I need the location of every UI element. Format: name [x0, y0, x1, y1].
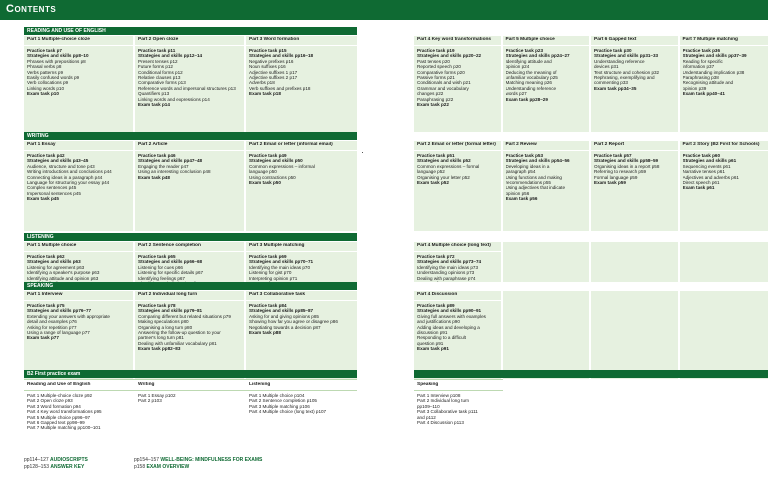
task-page-ref: Strategies and skills pp31–33	[594, 53, 659, 59]
skill-item: Using adjectives that indicate	[505, 185, 565, 191]
skill-item: Noun suffixes p16	[249, 64, 286, 70]
task-page-ref: Exam task p88	[249, 330, 281, 336]
part-title: Part 2 Sentence completion	[135, 243, 244, 252]
skill-item: Paraphrasing p22	[417, 96, 454, 102]
section-heading: SPEAKING	[24, 282, 357, 290]
exam-part-item: pp109–110	[417, 403, 440, 409]
task-page-ref: Practice task p49	[249, 153, 287, 158]
skill-item: Showing how far you agree or disagree p86	[249, 319, 338, 325]
skill-item: Identifying a speaker's purpose p63	[27, 270, 100, 276]
skill-item: Understanding opinions p73	[417, 270, 475, 276]
skill-item: Linking words and expressions p14	[138, 96, 210, 102]
skill-item: Understanding reference	[594, 58, 645, 64]
footer-pages: pp114–127	[24, 457, 49, 463]
skill-item: Common expressions – formal	[417, 163, 480, 169]
task-page-ref: Strategies and skills pp90–91	[417, 308, 482, 314]
task-page-ref: Practice task p69	[249, 254, 287, 259]
task-page-ref: Practice task p62	[27, 254, 65, 259]
skill-item: Listening for cues p66	[138, 264, 183, 270]
skill-item: Verbs patterns p9	[27, 69, 64, 75]
skill-item: Understanding implication p38	[682, 69, 745, 75]
task-page-ref: Exam task p59	[594, 180, 626, 186]
task-page-ref: Strategies and skills p63	[27, 259, 81, 265]
skill-item: Verb collocations p9	[27, 80, 69, 86]
skill-item: Using contractions p50	[249, 174, 296, 180]
task-page-ref: Exam task p52	[417, 180, 449, 186]
skill-item: Linking words p10	[27, 85, 65, 91]
skill-item: Recognising attitude and	[682, 80, 734, 86]
task-page-ref: Practice task p53	[505, 153, 544, 158]
task-page-ref: Practice task p72	[417, 254, 455, 259]
skill-item: words p27	[505, 91, 527, 97]
contents-column	[246, 242, 357, 282]
section-heading: LISTENING	[24, 233, 357, 241]
skill-item: Direct speech p61	[682, 180, 720, 186]
skill-item: Future forms p12	[138, 64, 173, 70]
skill-item: question p91	[417, 340, 444, 346]
footer-label: ANSWER KEY	[50, 464, 85, 470]
skill-item: Identifying attitude and opinion p63	[27, 275, 99, 281]
skill-item: Referring to research p59	[594, 169, 647, 175]
skill-item: Extending your answers with appropriate	[27, 313, 110, 319]
exam-part-item: Part 7 Multiple matching pp100–101	[27, 425, 101, 431]
part-title: Part 3 Collaborative task	[246, 292, 357, 301]
part-title: Part 2 Email or letter (formal letter)	[414, 142, 501, 151]
task-page-ref: Strategies and skills p43–45	[27, 158, 89, 164]
exam-part-item: Part 1 Essay p102	[138, 393, 176, 398]
skill-item: Complex sentences p45	[27, 185, 77, 191]
part-title: Part 5 Multiple choice	[503, 37, 590, 46]
exam-part-item: Part 1 Multiple choice p104	[249, 393, 305, 398]
task-page-ref: Practice task p23	[505, 48, 544, 53]
skill-item: Text structure and cohesion p32	[594, 69, 660, 75]
skill-item: Connecting ideas in a paragraph p44	[27, 174, 103, 180]
exam-part-item: Part 3 Word formation p94	[27, 403, 81, 409]
skill-item: Comparative forms p13	[138, 80, 186, 86]
skill-item: Using functions and making	[505, 174, 562, 180]
skill-item: Listening for specific details p67	[138, 270, 204, 276]
skill-item: and justifications p90	[417, 319, 460, 325]
task-page-ref: Practice task p15	[249, 48, 287, 53]
task-page-ref: Exam task p14	[138, 102, 170, 108]
section-row	[24, 141, 357, 231]
skill-item: Present tenses p12	[138, 58, 178, 64]
task-page-ref: Strategies and skills p52	[417, 158, 471, 164]
contents-column	[591, 141, 680, 231]
contents-column	[414, 36, 503, 132]
task-page-ref: Exam task p22	[417, 102, 449, 108]
skill-item: Comparing different but related situations p79	[138, 313, 231, 319]
contents-column	[24, 141, 135, 231]
footer-pages: pp128–153	[24, 464, 50, 470]
section-row	[414, 141, 768, 231]
exam-part-item: Part 6 Gapped text pp98–99	[27, 420, 85, 426]
exam-paper-title: Listening	[246, 382, 357, 391]
contents-column	[246, 141, 357, 231]
contents-column	[246, 36, 357, 132]
exam-paper-title: Speaking	[414, 382, 503, 391]
skill-item: Grammar and vocabulary	[417, 85, 469, 91]
skill-item: devices p31	[594, 64, 619, 70]
task-page-ref: Exam task p61	[682, 185, 715, 191]
footer-label: AUDIOSCRIPTS	[50, 457, 88, 463]
skill-item: Reference words and impersonal structures p13	[138, 85, 236, 91]
part-title: Part 2 Open cloze	[135, 37, 244, 46]
part-title: Part 7 Multiple matching	[680, 37, 768, 46]
exam-part-item: Part 4 Discussion p113	[417, 420, 464, 426]
exam-paper-title: Writing	[135, 382, 246, 391]
contents-column	[414, 242, 503, 282]
contents-column	[680, 36, 768, 132]
skill-item: unfamiliar vocabulary p25	[505, 75, 558, 81]
task-page-ref: Practice task p75	[27, 303, 65, 308]
skill-item: Understanding reference	[505, 85, 557, 91]
task-page-ref: Strategies and skills pp58–59	[594, 158, 659, 164]
task-page-ref: Strategies and skills p61	[682, 158, 737, 164]
task-page-ref: Practice task p51	[417, 153, 455, 158]
task-page-ref: Practice task p7	[27, 48, 62, 53]
skill-item: Narrative tenses p61	[682, 169, 725, 175]
skill-item: Adverbs p18	[249, 80, 275, 86]
task-page-ref: Strategies and skills p50	[249, 158, 303, 164]
task-page-ref	[417, 281, 498, 282]
skill-item: Adjectives and adverbs p61	[682, 174, 739, 180]
contents-column	[135, 242, 246, 282]
exam-practice-row	[24, 379, 357, 444]
skill-item: Dealing with unfamiliar vocabulary p81	[138, 340, 217, 346]
footer-pages: p158	[134, 464, 146, 470]
part-title: Part 1 Multiple choice	[24, 243, 133, 252]
contents-column	[591, 36, 680, 132]
skill-item: Formal language p59	[594, 174, 638, 180]
footer-entry	[134, 457, 262, 463]
empty-column	[680, 242, 768, 282]
page-title: Contents	[6, 3, 57, 15]
task-page-ref: Exam task pp28–29	[505, 96, 548, 102]
part-title: Part 1 Multiple-choice cloze	[24, 37, 133, 46]
skill-item: Dealing with paraphrase p74	[417, 275, 476, 281]
part-title: Part 4 Multiple choice (long text)	[414, 243, 501, 252]
task-page-ref: Practice task p84	[249, 303, 287, 308]
task-page-ref: Exam task p45	[27, 196, 59, 202]
part-title: Part 4 Key word transformations	[414, 37, 501, 46]
exam-practice-row-right	[414, 379, 768, 444]
exam-part-item: Part 3 Multiple matching p106	[249, 403, 310, 409]
task-page-ref: Strategies and skills pp79–81	[138, 308, 203, 314]
skill-item: Matching meaning p26	[505, 80, 552, 86]
skill-item: Organising ideas in a report p58	[594, 163, 660, 169]
section-row	[24, 36, 357, 132]
skill-item: Deducing the meaning of	[505, 69, 557, 75]
skill-item: Comparative forms p20	[417, 69, 465, 75]
skill-item: Verb suffixes and prefixes p18	[249, 85, 311, 91]
task-page-ref: Exam task pp40–41	[682, 91, 725, 97]
skill-item: Phrasal verbs p8	[27, 64, 62, 70]
part-title: Part 2 Report	[591, 142, 678, 151]
exam-part-item: Part 4 Key word transformations p95	[27, 409, 102, 415]
skill-item: information p37	[682, 64, 715, 70]
skill-item: detail and examples p76	[27, 319, 77, 325]
skill-item: Reported speech p20	[417, 64, 461, 70]
skill-item: Writing introductions and conclusions p44	[27, 169, 112, 175]
contents-column	[135, 36, 246, 132]
task-page-ref: Practice task p89	[417, 303, 455, 308]
part-title: Part 2 Email or letter (informal email)	[246, 142, 357, 151]
exam-column	[24, 379, 135, 444]
part-title: Part 3 Multiple matching	[246, 243, 357, 252]
exam-part-item: Part 3 Collaborative task p111	[417, 409, 478, 415]
skill-item: Listening for agreement p63	[27, 264, 85, 270]
task-page-ref: Strategies and skills pp37–39	[682, 53, 747, 59]
skill-item: Engaging the reader p47	[138, 163, 189, 169]
contents-column	[680, 141, 768, 231]
section-heading: WRITING	[24, 132, 357, 140]
skill-item: Making speculations p80	[138, 319, 189, 325]
contents-column	[24, 242, 135, 282]
task-page-ref: Exam task p18	[249, 91, 281, 97]
task-page-ref: Exam task p91	[417, 346, 449, 352]
task-page-ref: Exam task p56	[505, 196, 538, 202]
task-page-ref: Strategies and skills pp73–74	[417, 259, 482, 265]
contents-column	[503, 36, 592, 132]
skill-item: discussion p91	[417, 330, 448, 336]
task-page-ref: Exam task pp82–83	[138, 346, 181, 352]
skill-item: Responding to a difficult	[417, 335, 466, 341]
exam-part-item: Part 2 p103	[138, 398, 162, 404]
exam-part-item: and p112	[417, 414, 436, 420]
task-page-ref: Exam task p10	[27, 91, 59, 97]
skill-item: commenting p33	[594, 80, 628, 86]
skill-item: Organising your letter p52	[417, 174, 470, 180]
skill-item: Passive forms p21	[417, 75, 455, 81]
task-page-ref: Practice task p60	[682, 153, 721, 158]
stray-dot	[362, 152, 363, 153]
skill-item: recommendations p55	[505, 180, 551, 186]
skill-item: Negotiating towards a decision p87	[249, 324, 321, 330]
skill-item: Easily confused words p9	[27, 75, 80, 81]
task-page-ref: Exam task p50	[249, 180, 281, 186]
skill-item: Using an interesting conclusion p48	[138, 169, 211, 175]
exam-part-item: Part 2 Sentence completion p105	[249, 398, 317, 404]
skill-item: Asking for repetition p77	[27, 324, 77, 330]
task-page-ref: Strategies and skills pp76–77	[27, 308, 92, 314]
skill-item: Quantifiers p13	[138, 91, 170, 97]
task-page-ref: Strategies and skills pp54–56	[505, 158, 570, 164]
skill-item: opinion p56	[505, 190, 530, 196]
skill-item: language p50	[249, 169, 277, 175]
task-page-ref: Practice task p42	[27, 153, 65, 158]
task-page-ref: Exam task pp34–35	[594, 85, 637, 91]
task-page-ref: Strategies and skills pp24–27	[505, 53, 570, 59]
exam-part-item: Part 1 Interview p108	[417, 393, 461, 398]
task-page-ref: Practice task p19	[417, 48, 455, 53]
skill-item: Adjective suffixes 1 p17	[249, 69, 298, 75]
task-page-ref: Practice task p78	[138, 303, 176, 308]
skill-item: Using a range of language p77	[27, 330, 90, 336]
task-page-ref: Practice task p36	[682, 48, 721, 53]
part-title: Part 1 Interview	[24, 292, 133, 301]
skill-item: Rephrasing, exemplifying and	[594, 75, 655, 81]
part-title: Part 3 Word formation	[246, 37, 357, 46]
footer-label: WELL-BEING: MINDFULNESS FOR EXAMS	[160, 457, 263, 463]
skill-item: Audience, structure and tone p43	[27, 163, 95, 169]
task-page-ref: Practice task p11	[138, 48, 176, 53]
section-row	[414, 242, 768, 282]
exam-practice-heading: B2 First practice exam	[24, 370, 357, 378]
task-page-ref: Practice task p57	[594, 153, 632, 158]
exam-column	[246, 379, 357, 444]
part-title: Part 2 Individual long turn	[135, 292, 244, 301]
contents-column	[24, 36, 135, 132]
skill-item: Negative prefixes p16	[249, 58, 294, 64]
skill-item: Paraphrasing p38	[682, 75, 719, 81]
skill-item: Listening for gist p70	[249, 270, 292, 276]
exam-part-item: Part 5 Multiple choice pp96–97	[27, 414, 91, 420]
task-page-ref: Practice task p30	[594, 48, 632, 53]
skill-item: Identifying the main ideas p73	[417, 264, 479, 270]
skill-item: Interpreting opinion p71	[249, 275, 298, 281]
skill-item: Sequencing events p61	[682, 163, 731, 169]
footer-label: EXAM OVERVIEW	[146, 464, 190, 470]
task-page-ref: Strategies and skills pp16–18	[249, 53, 314, 59]
skill-item: opinion p39	[682, 85, 707, 91]
skill-item: Relative clauses p13	[138, 75, 181, 81]
part-title: Part 6 Gapped text	[591, 37, 678, 46]
task-page-ref: Strategies and skills pp8–10	[27, 53, 89, 59]
skill-item: Adjective suffixes 2 p17	[249, 75, 298, 81]
task-page-ref: Exam task p48	[138, 174, 170, 180]
part-title: Part 2 Story (B2 First for Schools)	[680, 142, 768, 151]
footer-entry	[24, 457, 88, 463]
skill-item: Giving full answers with examples	[417, 313, 486, 319]
exam-practice-heading-bar	[414, 370, 768, 378]
skill-item: Adding ideas and developing a	[417, 324, 480, 330]
section-row	[24, 242, 357, 282]
skill-item: Reading for specific	[682, 58, 723, 64]
skill-item: Common expressions – informal	[249, 163, 315, 169]
skill-item: partner's long turn p81	[138, 335, 184, 341]
exam-column	[135, 379, 246, 444]
section-heading: READING AND USE OF ENGLISH	[24, 27, 357, 35]
skill-item: Asking for and giving opinions p85	[249, 313, 319, 319]
task-page-ref: Strategies and skills pp12–14	[138, 53, 203, 59]
skill-item: paragraph p54	[505, 169, 536, 175]
part-title: Part 2 Review	[503, 142, 590, 151]
skill-item: Language for structuring your essay p44	[27, 180, 110, 186]
skill-item: Answering the follow-up question to your	[138, 330, 221, 336]
exam-paper-title: Reading and Use of English	[24, 382, 135, 391]
contents-column	[414, 141, 503, 231]
footer-entry	[24, 464, 84, 470]
task-page-ref: Exam task p77	[27, 335, 59, 341]
task-page-ref: Strategies and skills pp20–22	[417, 53, 482, 59]
exam-part-item: Part 2 Individual long turn	[417, 398, 470, 404]
skill-item: Identifying the main ideas p70	[249, 264, 311, 270]
task-page-ref: Strategies and skills pp66–68	[138, 259, 203, 265]
task-page-ref: Strategies and skills pp85–87	[249, 308, 314, 314]
task-page-ref: Strategies and skills pp47–48	[138, 158, 203, 164]
skill-item: language p52	[417, 169, 445, 175]
skill-item: Impersonal sentences p45	[27, 190, 81, 196]
footer-entry	[134, 464, 189, 470]
skill-item: Organising a long turn p80	[138, 324, 193, 330]
skill-item: Developing ideas in a	[505, 163, 550, 169]
skill-item: Phrases with prepositions p8	[27, 58, 86, 64]
skill-item: Conditional forms p12	[138, 69, 183, 75]
contents-column	[135, 141, 246, 231]
part-title: Part 2 Article	[135, 142, 244, 151]
part-title: Part 4 Discussion	[414, 292, 501, 301]
skill-item: Identifying feelings p67	[138, 275, 185, 281]
skill-item: Identifying attitude and	[505, 58, 552, 64]
exam-part-item: Part 4 Multiple choice (long text) p107	[249, 409, 327, 415]
skill-item: opinion p24	[505, 64, 530, 70]
task-page-ref: Practice task p65	[138, 254, 176, 259]
task-page-ref: Practice task p46	[138, 153, 176, 158]
skill-item: Past tenses p20	[417, 58, 450, 64]
contents-column	[503, 141, 592, 231]
part-title: Part 1 Essay	[24, 142, 133, 151]
empty-column	[503, 242, 592, 282]
title-bar	[0, 0, 768, 20]
exam-column	[414, 379, 503, 444]
task-page-ref: Strategies and skills pp70–71	[249, 259, 314, 265]
section-row	[414, 36, 768, 132]
skill-item: Conditionals and wish p21	[417, 80, 471, 86]
exam-part-item: Part 1 Multiple-choice cloze p92	[27, 393, 93, 398]
exam-part-item: Part 2 Open cloze p93	[27, 398, 73, 404]
empty-column	[591, 242, 680, 282]
footer-pages: pp154–157	[134, 457, 160, 463]
skill-item: changes p22	[417, 91, 444, 97]
